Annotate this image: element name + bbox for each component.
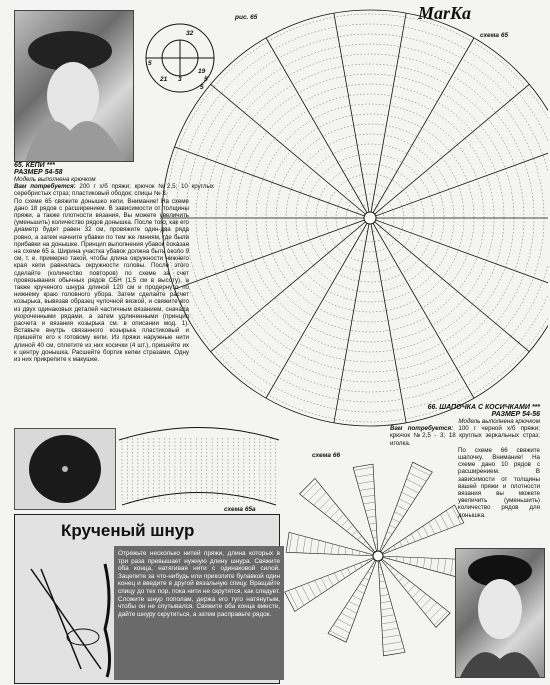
row-mark <box>379 581 385 582</box>
row-mark <box>358 536 362 540</box>
row-mark <box>405 538 408 544</box>
brand-logo: MarKa <box>418 3 472 23</box>
spoke-line <box>370 218 529 352</box>
row-mark <box>373 537 377 538</box>
row-mark <box>430 607 443 620</box>
wedge <box>285 556 378 611</box>
row-mark <box>371 566 373 567</box>
photo-placeholder-icon <box>15 11 133 161</box>
row-mark <box>356 590 364 594</box>
row-mark <box>402 492 415 499</box>
cord-box-title: Крученый шнур <box>61 521 195 540</box>
row-mark <box>315 580 322 593</box>
row-mark <box>319 498 331 510</box>
scheme-66-label: схема 66 <box>312 452 341 459</box>
row-mark <box>367 560 368 562</box>
row-mark <box>381 608 393 610</box>
row-mark <box>380 588 387 589</box>
row-mark <box>337 619 352 626</box>
row-mark <box>411 466 430 475</box>
article-65-size: РАЗМЕР 54-58 <box>14 169 63 176</box>
row-mark <box>381 615 394 617</box>
row-mark <box>368 572 372 574</box>
row-mark <box>352 549 353 555</box>
wedge <box>286 532 378 556</box>
row-mark <box>382 635 400 638</box>
row-mark <box>450 559 452 575</box>
scheme-65a-label: схема 65а <box>224 506 256 513</box>
row-mark <box>410 557 411 564</box>
row-mark <box>386 563 388 565</box>
row-mark <box>382 621 397 623</box>
row-mark <box>390 568 393 571</box>
row-mark <box>367 516 376 517</box>
row-mark <box>360 488 375 490</box>
article-65-materials: 200 г х/б пряжи; крючок №2,5; 10 круглых серебристых страз; пластиковый ободок; спицы № 3. <box>14 183 214 198</box>
row-mark <box>341 613 354 620</box>
row-mark <box>394 545 396 549</box>
row-mark <box>341 570 345 578</box>
article-66-materials-label: Вам потребуется: <box>390 425 454 433</box>
row-mark <box>336 514 344 522</box>
row-mark <box>387 532 392 535</box>
row-mark <box>360 563 362 567</box>
spoke-lines <box>162 13 548 423</box>
article-66-model: Модель выполнена крючком <box>458 418 540 425</box>
wedge <box>353 464 378 556</box>
row-mark <box>403 581 409 587</box>
center-ring <box>364 212 376 224</box>
article-65-title: 65. КЕПИ *** <box>14 162 55 169</box>
row-mark <box>361 495 374 497</box>
fig65-dim-6: 5 <box>204 76 208 83</box>
spoke-line <box>211 218 370 352</box>
row-mark <box>369 523 376 524</box>
article-65-materials-label: Вам потребуется: <box>14 183 76 191</box>
row-mark <box>406 479 422 487</box>
row-mark <box>301 586 309 602</box>
row-mark <box>381 601 391 603</box>
wedge <box>378 505 464 556</box>
row-mark <box>289 533 292 552</box>
wedge <box>378 556 405 656</box>
fig65-dim-2: 5 <box>148 60 152 67</box>
row-mark <box>379 574 383 575</box>
row-mark <box>446 510 454 526</box>
row-mark <box>397 505 408 510</box>
row-mark <box>365 509 375 511</box>
row-mark <box>345 607 357 613</box>
article-66-materials: 100 г черной х/б пряжи; крючок №2,5 - 3; 18 круглых зеркальных страз; иголка. <box>390 425 540 447</box>
row-mark <box>394 572 398 576</box>
row-mark <box>380 595 389 596</box>
hat-model-photo-top <box>14 10 134 162</box>
row-mark <box>354 467 373 470</box>
row-mark <box>444 559 446 574</box>
row-mark <box>345 548 346 555</box>
row-mark <box>417 558 418 567</box>
row-mark <box>296 535 299 553</box>
fig65-dim-1: 32 <box>186 30 194 37</box>
row-mark <box>382 628 398 631</box>
cord-box-text: Отрежьте несколько нитей пряжи, длина которых в три раза превышает нужную длину шнура. Свяжите оба конца, натягивая нити с одинаковой силой. Зацепите за что-нибудь или приколите булавкой один конец и введите в другой вязальную спицу. Вращайте спицу до тех пор, пока нити не скрутятся, как следует. Сложите шнур пополам, держа его туго натянутым, чтобы он не спутывался. Свяжите оба конца вместе, дайте шнуру скрутиться, а затем расправьте рядок. <box>118 550 280 618</box>
row-mark <box>417 530 422 539</box>
spoke-line <box>370 147 548 218</box>
row-mark <box>429 522 435 534</box>
row-mark <box>383 648 404 651</box>
hat-model-photo-bottom <box>455 548 545 678</box>
scheme-65-label: схема 65 <box>480 32 509 39</box>
row-mark <box>333 625 349 633</box>
row-mark <box>388 549 389 551</box>
row-mark <box>411 534 415 542</box>
row-mark <box>423 526 428 537</box>
row-mark <box>383 642 402 645</box>
row-mark <box>328 575 333 586</box>
article-66-body: По схеме 66 свяжите шапочку. Внимание! На схеме дано 10 рядов с расширением. В зависимости от толщины вашей пряжи и плотности вязания вы можете увеличить (уменьшить) количество рядов для донышка. <box>458 446 540 519</box>
row-mark <box>435 518 442 531</box>
row-mark <box>412 589 420 597</box>
row-mark <box>400 542 403 547</box>
hat-top-photo <box>14 428 116 510</box>
row-mark <box>352 595 361 600</box>
row-mark <box>440 514 448 529</box>
scheme-65a-diagram <box>114 420 284 510</box>
row-mark <box>399 499 411 505</box>
row-mark <box>359 551 360 555</box>
row-mark <box>352 530 357 535</box>
row-mark <box>403 557 404 563</box>
row-mark <box>338 546 339 555</box>
row-mark <box>308 583 316 598</box>
row-mark <box>303 537 305 553</box>
row-mark <box>385 538 389 540</box>
row-mark <box>421 598 431 609</box>
left-article <box>14 162 214 363</box>
row-mark <box>310 539 312 554</box>
fig65-dim-7: 5 <box>200 84 204 91</box>
row-mark <box>394 512 403 517</box>
fig65-dim-4: 3 <box>178 76 182 83</box>
article-65-model: Модель выполнена крючком <box>14 176 96 183</box>
article-65-body: По схеме 65 свяжите донышко кепи. Внимание! На схеме дано 18 рядов с расширением. В зависимости от толщины пряжи, а также плотности вязания, Вы можете увеличить (уменьшить) количество рядов донышка. После того, как его диаметр будет равен 32 см, провяжите один-два ряда ровно, а затем начните убавки по тем же линиям, где были прибавки на донышке. Принцип выполнения убавок показан на схеме 65 а. Ширина участка убавок должна быть около 9 см, т. е. примерно такой, чтобы длина окружности нижнего края кепи равнялась окружности головы. После этого сделайте (количество повторов) по схеме за счет провязывания обычных рядов СБН (1,5 см в высоту), а также крученого шнура длиной 120 см и продернуто по нижнему краю головного убора. Затем сделайте расчет козырька, вывязав образец чулочной вязкой, и свяжите его из двух одинаковых деталей частичным вязанием, сначала укороченными рядами, а затем удлиненными (принцип расчета и вязания козырька см. в описании мод. 1). Вставьте внутрь связанного козырька пластиковый и пришейте его к готовому кепи. Из пряжи наружные нити длиной 40 см, сплетите из них косички (4 шт.), пришейте их к центру донышка. Расшейте бортик кепки стразами. Одну из них прикрепите к макушке. <box>14 197 189 364</box>
row-mark <box>437 558 439 571</box>
row-mark <box>404 486 419 493</box>
row-mark <box>314 492 327 505</box>
spoke-line <box>211 84 370 218</box>
row-mark <box>399 576 404 581</box>
fig65-dim-5: 19 <box>198 68 206 75</box>
row-mark <box>295 588 304 605</box>
cord-illustration <box>21 559 121 679</box>
row-mark <box>331 544 333 554</box>
row-mark <box>371 530 377 531</box>
wedge <box>378 462 432 556</box>
row-mark <box>354 565 357 570</box>
row-mark <box>324 542 326 554</box>
row-mark <box>382 545 384 546</box>
row-mark <box>347 525 353 531</box>
wedge <box>378 556 450 627</box>
spoke-line <box>370 84 529 218</box>
row-mark <box>423 558 425 568</box>
row-mark <box>363 541 366 544</box>
row-mark <box>321 578 327 590</box>
fig65-dim-3: 21 <box>160 76 168 83</box>
row-mark <box>389 525 395 528</box>
row-mark <box>396 557 397 561</box>
row-mark <box>360 584 366 587</box>
row-mark <box>363 502 375 504</box>
row-mark <box>341 520 348 527</box>
row-mark <box>317 540 319 553</box>
row-mark <box>325 503 335 514</box>
row-mark <box>430 558 432 570</box>
article-66-size: РАЗМЕР 54-56 <box>491 411 540 418</box>
spoke-line <box>370 218 548 289</box>
row-mark <box>409 473 426 482</box>
article-66-title: 66. ШАПОЧКА С КОСИЧКАМИ *** <box>427 404 540 411</box>
fig65-label: рис. 65 <box>235 14 258 21</box>
wedge <box>328 556 378 642</box>
row-mark <box>416 594 425 604</box>
row-mark <box>349 601 360 606</box>
row-mark <box>364 578 369 581</box>
row-mark <box>358 481 374 484</box>
row-mark <box>356 474 374 477</box>
row-mark <box>369 547 371 549</box>
row-mark <box>330 509 339 519</box>
row-mark <box>392 518 400 522</box>
row-mark <box>334 573 339 582</box>
row-mark <box>347 568 350 574</box>
row-mark <box>288 591 298 610</box>
row-mark <box>408 585 415 592</box>
row-mark <box>425 602 437 614</box>
